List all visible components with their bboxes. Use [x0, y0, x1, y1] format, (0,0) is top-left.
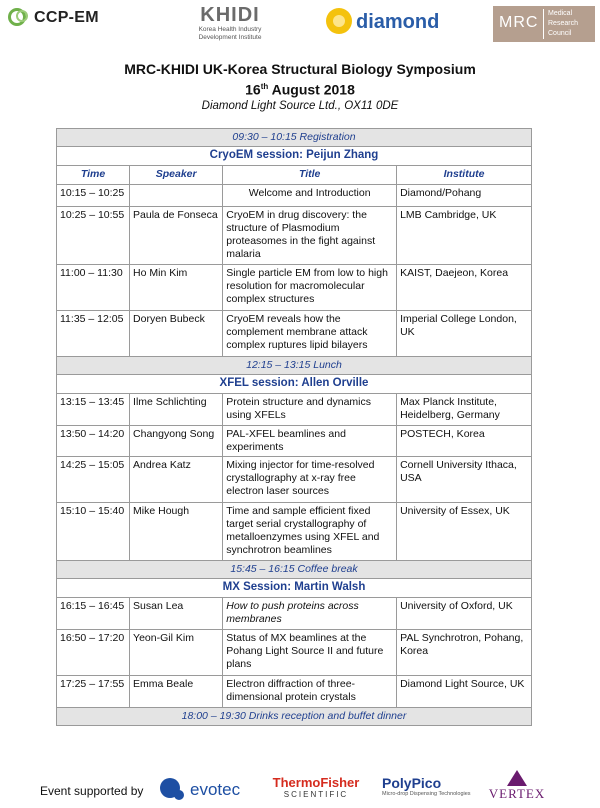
talk-speaker: Emma Beale [130, 676, 223, 708]
talk-title: Status of MX beamlines at the Pohang Light Source II and future plans [223, 630, 397, 676]
mrc-logo-word2: Research [548, 20, 578, 27]
venue-subtitle: Diamond Light Source Ltd., OX11 0DE [201, 100, 399, 112]
thermofisher-logo-sub: SCIENTIFIC [283, 790, 349, 799]
talk-speaker: Paula de Fonseca [130, 207, 223, 265]
vertex-logo-text: VERTEX [488, 786, 546, 801]
break-dinner: 18:00 – 19:30 Drinks reception and buffet dinner [57, 708, 532, 726]
table-row [57, 457, 532, 503]
sponsors-label: Event supported by [40, 784, 144, 798]
khidi-logo-sub2: Development Institute [198, 34, 262, 41]
khidi-logo-text: KHIDI [200, 4, 260, 26]
header-institute: Institute [397, 166, 532, 185]
talk-speaker: Andrea Katz [130, 457, 223, 503]
break-row-lunch [57, 357, 532, 375]
table-row [57, 426, 532, 457]
talk-speaker: Ilme Schlichting [130, 394, 223, 426]
talk-institute: LMB Cambridge, UK [397, 207, 532, 265]
session-cryoem: CryoEM session: Peijun Zhang [57, 147, 532, 166]
talk-time: 14:25 – 15:05 [57, 457, 130, 503]
session-xfel: XFEL session: Allen Orville [57, 375, 532, 394]
talk-speaker: Ho Min Kim [130, 265, 223, 311]
evotec-logo-text: evotec [190, 780, 241, 799]
talk-institute: POSTECH, Korea [397, 426, 532, 457]
polypico-logo-text: PolyPico [382, 775, 442, 791]
break-row-dinner [57, 708, 532, 726]
talk-institute: KAIST, Daejeon, Korea [397, 265, 532, 311]
talk-title: Single particle EM from low to high resolution for macromolecular complex structures [223, 265, 397, 311]
header-title: Title [223, 166, 397, 185]
talk-time: 10:15 – 10:25 [57, 185, 130, 207]
talk-speaker [130, 185, 223, 207]
talk-speaker: Susan Lea [130, 598, 223, 630]
mrc-logo-short: MRC [499, 14, 539, 31]
polypico-logo-sub: Micro-drop Dispensing Technologies [382, 791, 471, 797]
talk-institute: Max Planck Institute, Heidelberg, Germany [397, 394, 532, 426]
talk-title: How to push proteins across membranes [223, 598, 397, 630]
talk-time: 16:50 – 17:20 [57, 630, 130, 676]
table-row [57, 265, 532, 311]
session-row-mx [57, 579, 532, 598]
talk-institute: Cornell University Ithaca, USA [397, 457, 532, 503]
talk-title: Electron diffraction of three-dimensional protein crystals [223, 676, 397, 708]
diamond-sun-icon [326, 8, 352, 34]
sponsors-footer [0, 768, 600, 808]
vertex-triangle-icon [507, 770, 527, 786]
khidi-logo [180, 4, 280, 46]
talk-time: 15:10 – 15:40 [57, 503, 130, 561]
break-coffee: 15:45 – 16:15 Coffee break [57, 561, 532, 579]
break-row-registration [57, 129, 532, 147]
table-row [57, 630, 532, 676]
header-speaker: Speaker [130, 166, 223, 185]
table-row [57, 394, 532, 426]
break-registration: 09:30 – 10:15 Registration [57, 129, 532, 147]
header-row [57, 166, 532, 185]
talk-title: Time and sample efficient fixed target serial crystallography of metalloenzymes using XFEL and synchrotron beamlines [223, 503, 397, 561]
evotec-small-dot-icon [174, 790, 184, 800]
session-mx: MX Session: Martin Walsh [57, 579, 532, 598]
table-row [57, 598, 532, 630]
talk-title: CryoEM reveals how the complement membrane attack complex ruptures lipid bilayers [223, 311, 397, 357]
header-time: Time [57, 166, 130, 185]
table-row [57, 207, 532, 265]
mrc-logo-words [543, 9, 578, 39]
talk-time: 11:00 – 11:30 [57, 265, 130, 311]
talk-title: PAL-XFEL beamlines and experiments [223, 426, 397, 457]
talk-institute: PAL Synchrotron, Pohang, Korea [397, 630, 532, 676]
evotec-logo [160, 774, 250, 804]
page-title [0, 60, 600, 99]
header-logos [0, 0, 600, 52]
break-row-coffee [57, 561, 532, 579]
mrc-logo-word3: Council [548, 30, 572, 37]
talk-speaker: Yeon-Gil Kim [130, 630, 223, 676]
date-suffix: th [260, 82, 269, 91]
polypico-logo [382, 776, 472, 797]
talk-time: 10:25 – 10:55 [57, 207, 130, 265]
talk-title: CryoEM in drug discovery: the structure of Plasmodium proteasomes in the fight against malaria [223, 207, 397, 265]
table-row [57, 676, 532, 708]
table-row [57, 503, 532, 561]
talk-time: 13:50 – 14:20 [57, 426, 130, 457]
talk-institute: Diamond/Pohang [397, 185, 532, 207]
title-date [0, 78, 600, 99]
talk-speaker: Mike Hough [130, 503, 223, 561]
mrc-logo [493, 6, 595, 42]
talk-institute: University of Oxford, UK [397, 598, 532, 630]
talk-title: Welcome and Introduction [223, 185, 397, 207]
talk-time: 11:35 – 12:05 [57, 311, 130, 357]
talk-institute: University of Essex, UK [397, 503, 532, 561]
talk-time: 16:15 – 16:45 [57, 598, 130, 630]
talk-speaker: Doryen Bubeck [130, 311, 223, 357]
khidi-logo-sub1: Korea Health Industry [198, 26, 262, 33]
ccpem-logo [8, 8, 108, 30]
session-row-xfel [57, 375, 532, 394]
talk-title: Protein structure and dynamics using XFELs [223, 394, 397, 426]
diamond-logo-text: diamond [356, 11, 440, 33]
date-day: 16 [245, 81, 261, 98]
ccpem-ring-inner-icon [16, 10, 28, 22]
table-row [57, 185, 532, 207]
diamond-logo [326, 8, 440, 38]
break-lunch: 12:15 – 13:15 Lunch [57, 357, 532, 375]
talk-time: 13:15 – 13:45 [57, 394, 130, 426]
vertex-logo [482, 770, 552, 802]
schedule-table [56, 128, 532, 726]
talk-time: 17:25 – 17:55 [57, 676, 130, 708]
thermofisher-logo [266, 776, 366, 800]
talk-title: Mixing injector for time-resolved crystallography at x-ray free electron laser sources [223, 457, 397, 503]
table-row [57, 311, 532, 357]
title-line1: MRC-KHIDI UK-Korea Structural Biology Symposium [124, 61, 476, 77]
date-rest: August 2018 [268, 81, 355, 98]
thermofisher-logo-text: ThermoFisher [272, 775, 360, 790]
mrc-logo-word1: Medical [548, 10, 573, 17]
talk-institute: Imperial College London, UK [397, 311, 532, 357]
talk-speaker: Changyong Song [130, 426, 223, 457]
talk-institute: Diamond Light Source, UK [397, 676, 532, 708]
ccpem-logo-text: CCP-EM [34, 9, 99, 26]
session-row-cryoem [57, 147, 532, 166]
